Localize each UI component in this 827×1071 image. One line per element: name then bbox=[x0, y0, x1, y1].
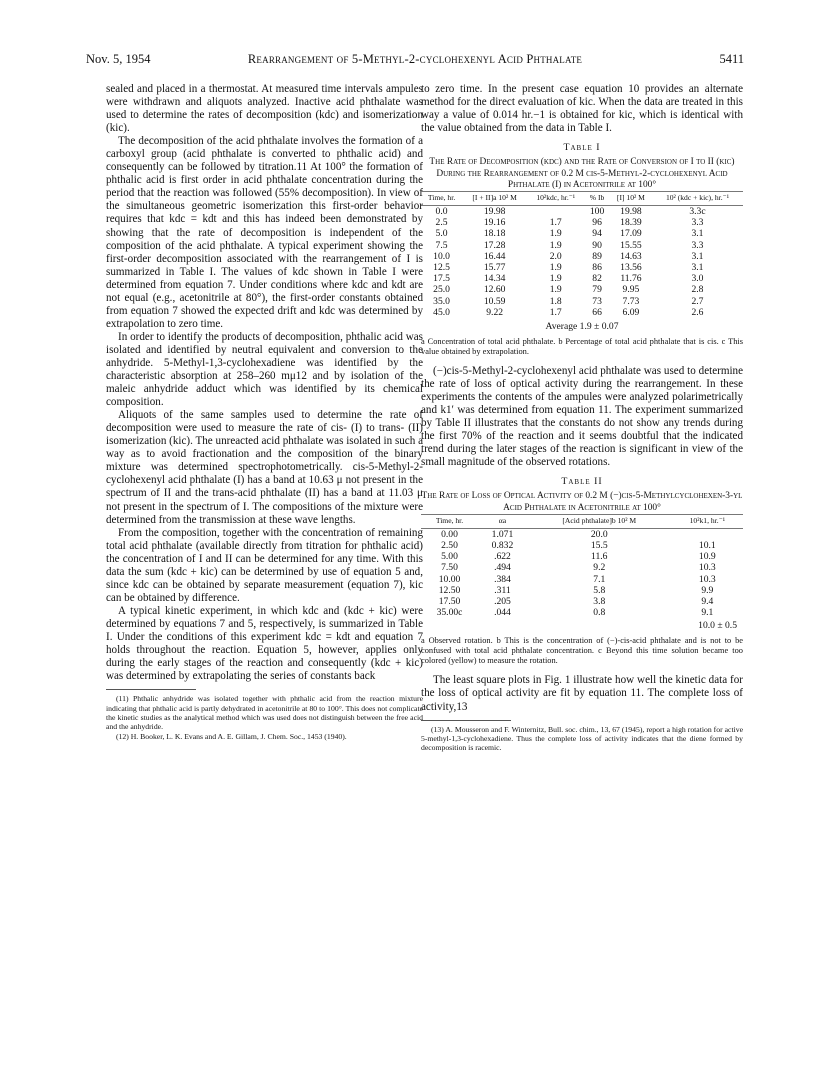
table-cell: 94 bbox=[592, 228, 602, 240]
table-cell: 86 bbox=[592, 261, 602, 273]
table-cell: 13.56 bbox=[620, 261, 642, 273]
footnote-divider bbox=[421, 720, 511, 721]
table-1-caption: The Rate of Decomposition (kdc) and the Rate of Conversion of I to II (kic) During the Rearrangement of 0.2 M cis-5-Methyl-2-cyclohexenyl Acid Phthalate (I) in Acetonitrile at 100° bbox=[429, 157, 735, 191]
table-row bbox=[421, 251, 743, 262]
table-cell: 9.2 bbox=[593, 562, 606, 574]
column-header: Time, hr. bbox=[421, 515, 478, 529]
table-cell: 2.5 bbox=[435, 217, 448, 229]
table-cell: 10.0 bbox=[433, 250, 450, 262]
left-column bbox=[106, 83, 423, 741]
column-header: αa bbox=[478, 515, 527, 529]
table-row bbox=[421, 217, 743, 228]
table-cell: 1.9 bbox=[549, 239, 562, 251]
table-1-label: Table I bbox=[563, 142, 601, 154]
table-2-average: 10.0 ± 0.5 bbox=[698, 620, 737, 632]
table-cell: .205 bbox=[494, 595, 511, 607]
table-1-average: Average 1.9 ± 0.07 bbox=[545, 320, 619, 332]
column-header: [I] 10² M bbox=[610, 192, 652, 206]
table-cell: 2.0 bbox=[549, 250, 562, 262]
table-cell: 10.1 bbox=[698, 539, 716, 551]
table-cell: 1.9 bbox=[549, 261, 562, 273]
table-cell: 3.0 bbox=[691, 273, 704, 285]
table-2 bbox=[421, 514, 743, 618]
table-cell: 3.1 bbox=[691, 228, 704, 240]
table-cell: 17.28 bbox=[483, 239, 506, 251]
table-cell: 11.76 bbox=[620, 273, 642, 285]
table-cell: 3.1 bbox=[691, 261, 704, 273]
column-header: % Ib bbox=[584, 192, 610, 206]
table-row bbox=[421, 562, 743, 573]
table-cell: 7.1 bbox=[593, 573, 606, 585]
table-cell: 10.3 bbox=[698, 562, 716, 574]
table-cell: 7.73 bbox=[622, 295, 640, 307]
column-header: [I + II]a 10² M bbox=[462, 192, 527, 206]
table-cell: 1.071 bbox=[491, 528, 514, 540]
table-cell: 7.50 bbox=[441, 562, 458, 574]
header-page-number: 5411 bbox=[719, 52, 744, 66]
column-header: [Acid phthalate]b 10² M bbox=[527, 515, 672, 529]
table-cell: .311 bbox=[494, 584, 511, 596]
table-row bbox=[421, 273, 743, 284]
table-cell: 82 bbox=[592, 273, 602, 285]
table-cell: 15.5 bbox=[590, 539, 608, 551]
table-cell: 1.9 bbox=[549, 284, 562, 296]
table-2-label: Table II bbox=[561, 476, 603, 488]
table-cell: 16.44 bbox=[483, 250, 506, 262]
table-cell: 14.63 bbox=[620, 250, 642, 262]
table-cell: 2.50 bbox=[441, 539, 458, 551]
table-row bbox=[421, 596, 743, 607]
table-cell: 25.0 bbox=[433, 284, 450, 296]
table-cell: 96 bbox=[592, 217, 602, 229]
header-date: Nov. 5, 1954 bbox=[86, 52, 151, 66]
table-cell: 12.60 bbox=[483, 284, 506, 296]
table-1 bbox=[421, 191, 743, 318]
paragraph: (−)cis-5-Methyl-2-cyclohexenyl acid phthalate was used to determine the rate of loss of optical activity during the rearrangement. In these experiments the contents of the ampules were analyzed polarimetrically and k1′ was determined from equation 11. The experiment summarized by Table II illustrates that the constants do not show any trends during the first 70% of the reaction and it seems doubtful that the indicated trend during the later stages of the reaction is significant in view of the small magnitude of the observed rotations. bbox=[421, 365, 743, 469]
table-row bbox=[421, 574, 743, 585]
paragraph: A typical kinetic experiment, in which kdc and (kdc + kic) were determined by equations 7 and 5, respectively, is summarized in Table I. Under the conditions of this experiment kdc = kdt and equation 7 holds throughout the reaction. Equation 5, however, applies only during the early stages of the reaction and consequently (kdc + kic) was determined by extrapolating the series of constants back bbox=[106, 604, 423, 683]
table-cell: 12.50 bbox=[438, 584, 461, 596]
table-row bbox=[421, 262, 743, 273]
table-cell: 11.6 bbox=[591, 551, 608, 563]
table-cell: .494 bbox=[494, 562, 511, 574]
paragraph: The decomposition of the acid phthalate involves the formation of a carboxyl group (acid phthalate is converted to phthalic acid) and consequently can be followed by titration.11 At 100° the formation of phthalic acid is first order in acid phthalate concentration during the period that the reaction was followed (55% decomposition). In view of the simultaneous geometric isomerization this first-order behavior requires that kdc = kdt and this has indeed been demonstrated by showing that the rate of decomposition is independent of the composition of the acid phthalate. A typical experiment showing the first-order decomposition associated with the rearrangement of I is summarized in Table I. The values of kdc shown in Table I were determined from equation 7. Under conditions where kdc and kdt are not equal (e.g., acetonitrile at 80°), the first-order constants obtained from equation 7 showed the expected drift and kdc was determined by extrapolation to zero time. bbox=[106, 135, 423, 330]
table-cell: 10.00 bbox=[438, 573, 461, 585]
table-cell: 5.8 bbox=[593, 584, 606, 596]
table-cell: 19.98 bbox=[483, 205, 506, 217]
table-cell: 2.6 bbox=[691, 306, 704, 318]
table-cell: 15.55 bbox=[620, 239, 642, 251]
page-header bbox=[86, 52, 744, 70]
table-cell: 14.34 bbox=[483, 273, 506, 285]
table-cell: 7.5 bbox=[435, 239, 448, 251]
table-row bbox=[421, 205, 743, 217]
table-row bbox=[421, 228, 743, 239]
table-row bbox=[421, 585, 743, 596]
table-cell: 3.8 bbox=[593, 595, 606, 607]
table-cell: 0.00 bbox=[441, 528, 458, 540]
table-cell: 89 bbox=[592, 250, 602, 262]
table-cell: 9.1 bbox=[701, 607, 714, 619]
table-cell: 1.9 bbox=[549, 228, 562, 240]
table-cell: 2.7 bbox=[691, 295, 704, 307]
table-cell: 1.7 bbox=[549, 306, 562, 318]
table-cell: 45.0 bbox=[433, 306, 450, 318]
table-cell: 100 bbox=[589, 205, 605, 217]
table-cell: 10.9 bbox=[698, 551, 716, 563]
table-cell: 5.00 bbox=[441, 551, 458, 563]
table-cell: 0.832 bbox=[491, 539, 514, 551]
table-row bbox=[421, 307, 743, 318]
table-cell: 9.9 bbox=[701, 584, 714, 596]
table-cell: 17.09 bbox=[620, 228, 642, 240]
table-cell: 3.3 bbox=[691, 239, 704, 251]
table-cell: 1.8 bbox=[549, 295, 562, 307]
table-1-footnote: a Concentration of total acid phthalate. b Percentage of total acid phthalate that is cis. c This value obtained by extrapolation. bbox=[421, 337, 743, 357]
paragraph: The least square plots in Fig. 1 illustrate how well the kinetic data for the loss of optical activity are fit by equation 11. The complete loss of activity,13 bbox=[421, 674, 743, 713]
table-cell: 9.95 bbox=[622, 284, 640, 296]
table-cell bbox=[672, 528, 743, 540]
table-row bbox=[421, 551, 743, 562]
table-cell: 9.4 bbox=[701, 595, 714, 607]
table-cell: 3.1 bbox=[691, 250, 704, 262]
table-row bbox=[421, 296, 743, 307]
table-cell: 5.0 bbox=[435, 228, 448, 240]
column-header: Time, hr. bbox=[421, 192, 462, 206]
table-cell: 6.09 bbox=[622, 306, 640, 318]
table-cell: 90 bbox=[592, 239, 602, 251]
table-row bbox=[421, 240, 743, 251]
column-header: 10²kdc, hr.⁻¹ bbox=[527, 192, 584, 206]
table-row bbox=[421, 607, 743, 618]
table-cell: 10.59 bbox=[483, 295, 506, 307]
table-cell: .622 bbox=[494, 551, 511, 563]
table-cell: .384 bbox=[494, 573, 511, 585]
header-title: Rearrangement of 5-Methyl-2-cyclohexenyl Acid Phthalate bbox=[247, 52, 583, 66]
table-cell: 17.50 bbox=[438, 595, 461, 607]
table-cell: 19.16 bbox=[483, 217, 506, 229]
footnote-12: (12) H. Booker, L. K. Evans and A. E. Gillam, J. Chem. Soc., 1453 (1940). bbox=[116, 731, 347, 741]
table-row bbox=[421, 528, 743, 540]
table-cell: 79 bbox=[592, 284, 602, 296]
table-cell: 1.7 bbox=[549, 217, 562, 229]
table-cell: 17.5 bbox=[433, 273, 450, 285]
table-cell: 35.00c bbox=[436, 607, 463, 619]
footnote-11: (11) Phthalic anhydride was isolated together with phthalic acid from the reaction mixture indicating that phthalic acid is partly dehydrated in acetonitrile at 80 to 100°. This does not complicate the kinetic studies as the analytical method which was used does not distinguish between the free acid and the anhydride. bbox=[106, 694, 423, 732]
table-cell: 15.77 bbox=[483, 261, 506, 273]
table-cell: 19.98 bbox=[620, 205, 642, 217]
footnote-13: (13) A. Mousseron and F. Winternitz, Bull. soc. chim., 13, 67 (1945), report a high rotation for active 5-methyl-1,3-cyclohexadiene. Thus the complete loss of activity indicates that the diene formed by decomposition is racemic. bbox=[421, 724, 743, 753]
table-cell: 1.9 bbox=[549, 273, 562, 285]
table-row bbox=[421, 284, 743, 295]
table-cell: 12.5 bbox=[433, 261, 450, 273]
table-cell: 10.3 bbox=[698, 573, 716, 585]
table-2-footnote: a Observed rotation. b This is the concentration of (−)-cis-acid phthalate and is not to be confused with total acid phthalate concentration. c Beyond this time solution became too colored (yellow) to measure the rotation. bbox=[421, 636, 743, 666]
table-cell: 18.39 bbox=[620, 217, 642, 229]
paragraph: Aliquots of the same samples used to determine the rate of decomposition were used to measure the rate of cis- (I) to trans- (II) isomerization (kic). The unreacted acid phthalate was isolated in such a way as to avoid fractionation and the composition of the binary mixture was determined spectrophotometrically. cis-5-Methyl-2-cyclohexenyl acid phthalate (I) has a band at 10.63 μ not present in the spectrum of II and the trans-acid phthalate (II) has a band at 11.03 μ not present in the spectrum of I. The compositions of the mixture were determined from the transmission at these wave lengths. bbox=[106, 409, 423, 526]
table-cell: 18.18 bbox=[483, 228, 506, 240]
table-cell: 0.0 bbox=[435, 205, 448, 217]
table-cell: 2.8 bbox=[691, 284, 704, 296]
column-header: 10² (kdc + kic), hr.⁻¹ bbox=[652, 192, 743, 206]
table-cell: .044 bbox=[494, 607, 511, 619]
paragraph: sealed and placed in a thermostat. At measured time intervals ampules were withdrawn and aliquots analyzed. Inactive acid phthalate was used to determine the rates of decomposition (kdc) and isomerization (kic). bbox=[106, 83, 423, 135]
table-cell: 3.3 bbox=[691, 217, 704, 229]
table-cell bbox=[527, 205, 584, 217]
footnote-divider bbox=[106, 689, 196, 690]
table-cell: 0.8 bbox=[593, 607, 606, 619]
paragraph: From the composition, together with the concentration of remaining total acid phthalate (available directly from titration for phthalic acid) the concentration of I and II can be determined for any time. With this data the sum (kdc + kic) can be determined by use of equation 5 and, since kdc can be obtained by separate measurement (equation 7), kic can be obtained by difference. bbox=[106, 526, 423, 604]
table-2-caption: The Rate of Loss of Optical Activity of 0.2 M (−)cis-5-Methylcyclohexen-3-yl Acid Phthalate in Acetonitrile at 100° bbox=[421, 491, 743, 513]
table-cell: 35.0 bbox=[433, 295, 450, 307]
table-row bbox=[421, 540, 743, 551]
table-cell: 66 bbox=[592, 306, 602, 318]
paragraph: to zero time. In the present case equation 10 provides an alternate method for the direct evaluation of kic. When the data are treated in this way a value of 0.014 hr.−1 is obtained for kic, which is identical with the value obtained from the data in Table I. bbox=[421, 83, 743, 135]
table-cell: 73 bbox=[592, 295, 602, 307]
table-cell: 20.0 bbox=[590, 528, 608, 540]
right-column bbox=[421, 83, 743, 753]
paragraph: In order to identify the products of decomposition, phthalic acid was isolated and identified by neutral equivalent and conversion to the anhydride. 5-Methyl-1,3-cyclohexadiene was identified by the characteristic absorption at 258–260 mμ12 and by isolation of the maleic anhydride adduct which was identified by its chemical composition. bbox=[106, 330, 423, 409]
table-cell: 9.22 bbox=[486, 306, 504, 318]
table-cell: 3.3c bbox=[689, 205, 706, 217]
column-header: 10²k1, hr.⁻¹ bbox=[672, 515, 743, 529]
